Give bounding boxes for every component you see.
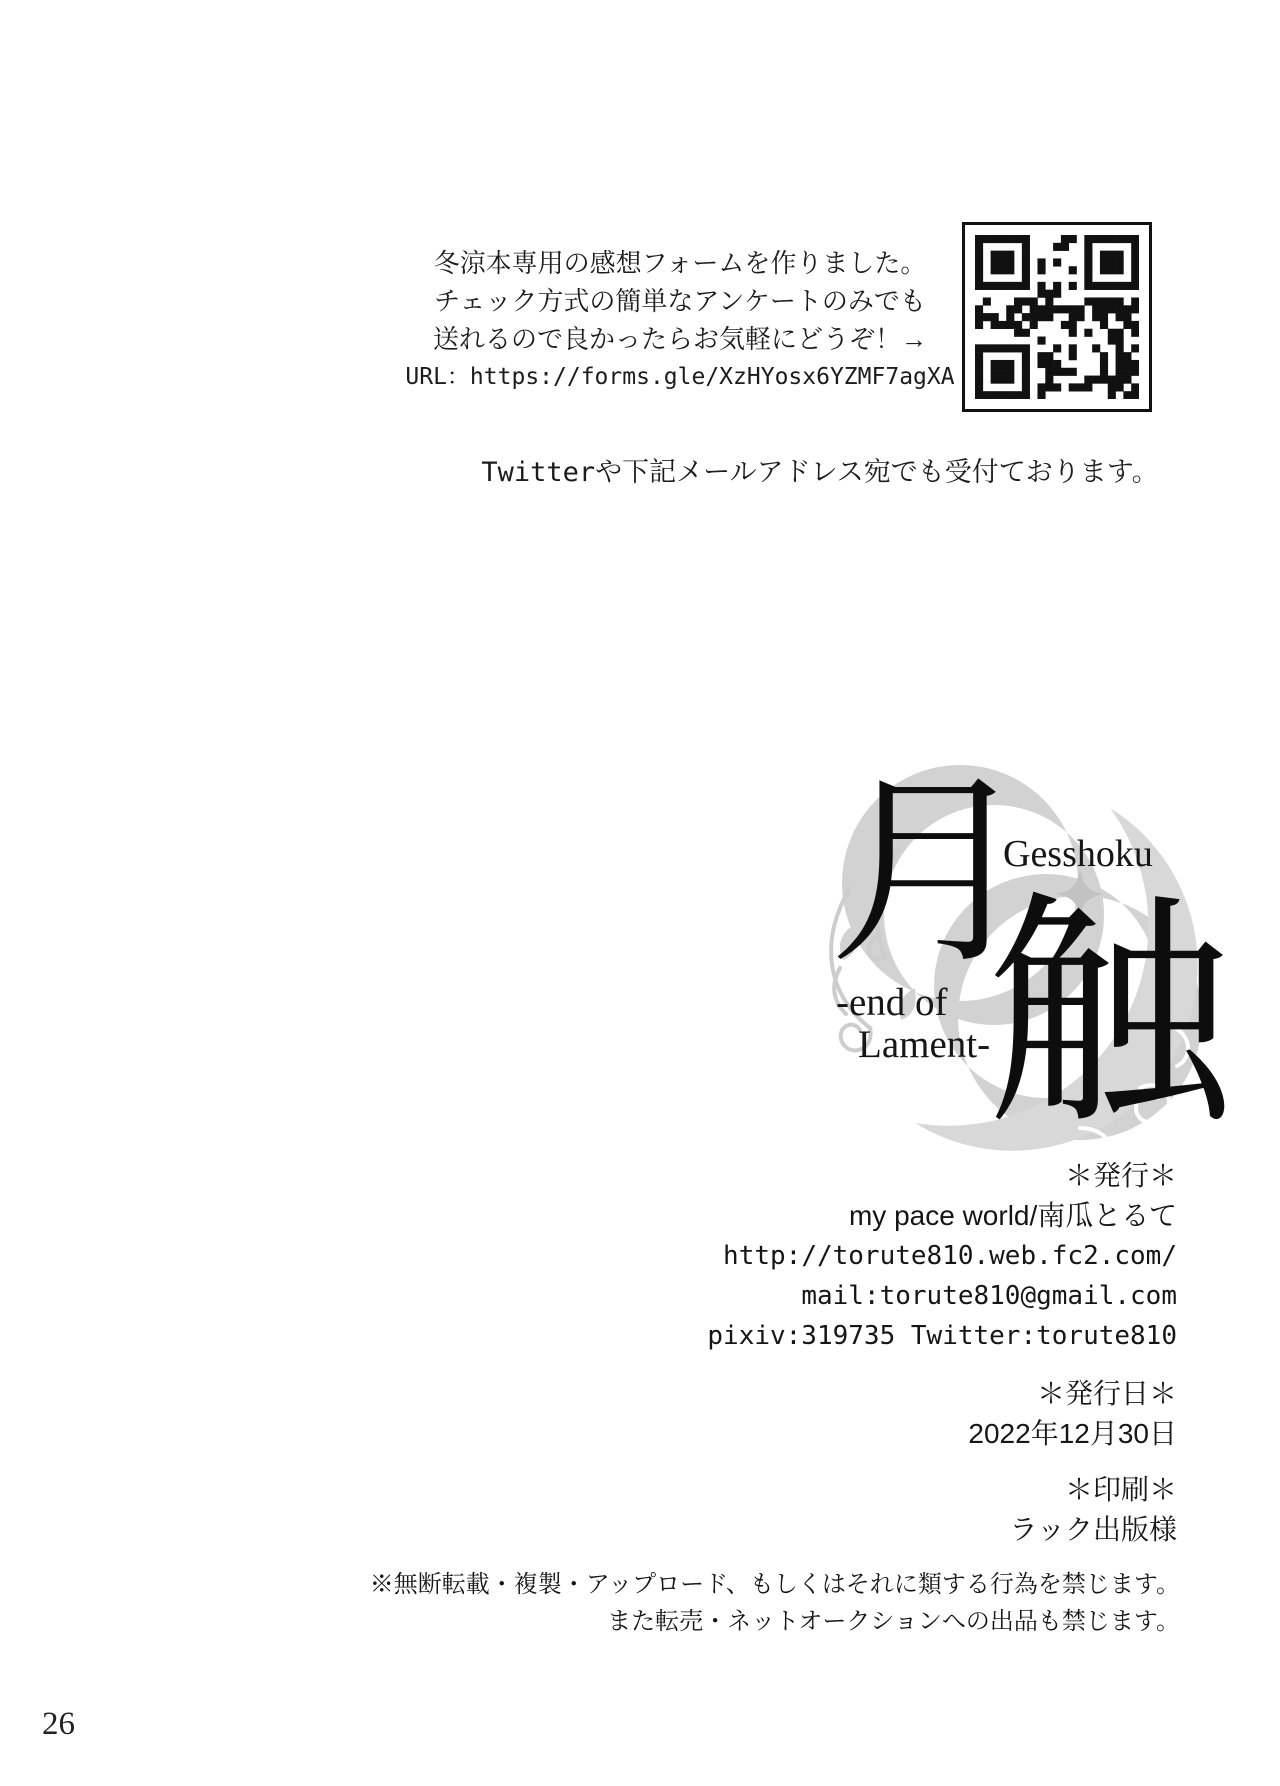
printer-heading: ＊印刷＊ xyxy=(1064,1474,1177,1505)
publisher-website: http://torute810.web.fc2.com/ xyxy=(723,1241,1177,1271)
feedback-line-2: チェック方式の簡単なアンケートのみでも xyxy=(434,286,926,316)
printer-value: ラック出版様 xyxy=(1009,1514,1177,1545)
legal-line-1: ※無断転載・複製・アップロード、もしくはそれに類する行為を禁じます。 xyxy=(369,1571,1180,1598)
feedback-form-url: URL：https://forms.gle/XzHYosx6YZMF7agXA xyxy=(405,364,955,390)
publisher-mail: mail:torute810@gmail.com xyxy=(801,1281,1177,1311)
publication-date-block xyxy=(968,1374,1177,1454)
publisher-block xyxy=(707,1156,1177,1356)
page-number: 26 xyxy=(42,1706,75,1742)
title-subtitle-line1: -end of xyxy=(836,981,948,1024)
publisher-social: pixiv:319735 Twitter:torute810 xyxy=(707,1321,1177,1351)
legal-line-2: また転売・ネットオークションへの出品も禁じます。 xyxy=(607,1608,1180,1635)
publisher-heading: ＊発行＊ xyxy=(1064,1160,1177,1191)
feedback-line-3: 送れるので良かったらお気軽にどうぞ！→ xyxy=(432,324,927,354)
qr-code-pattern xyxy=(975,235,1139,399)
date-heading: ＊発行日＊ xyxy=(1036,1378,1177,1409)
title-kanji-second: 触 xyxy=(985,879,1233,1154)
contact-note: Twitterや下記メールアドレス宛でも受付ております。 xyxy=(481,457,1159,488)
feedback-line-1: 冬涼本専用の感想フォームを作りました。 xyxy=(433,248,927,278)
title-romaji: Gesshoku xyxy=(1003,833,1153,875)
title-subtitle-line2: Lament- xyxy=(858,1023,991,1066)
legal-notice xyxy=(370,1566,1180,1640)
publisher-name: my pace world/南瓜とるて xyxy=(848,1200,1177,1231)
title-kanji-first: 月 xyxy=(828,761,1033,988)
printer-block xyxy=(1010,1470,1177,1550)
feedback-note xyxy=(380,244,980,396)
date-value: 2022年12月30日 xyxy=(968,1418,1177,1449)
qr-code xyxy=(962,222,1152,412)
